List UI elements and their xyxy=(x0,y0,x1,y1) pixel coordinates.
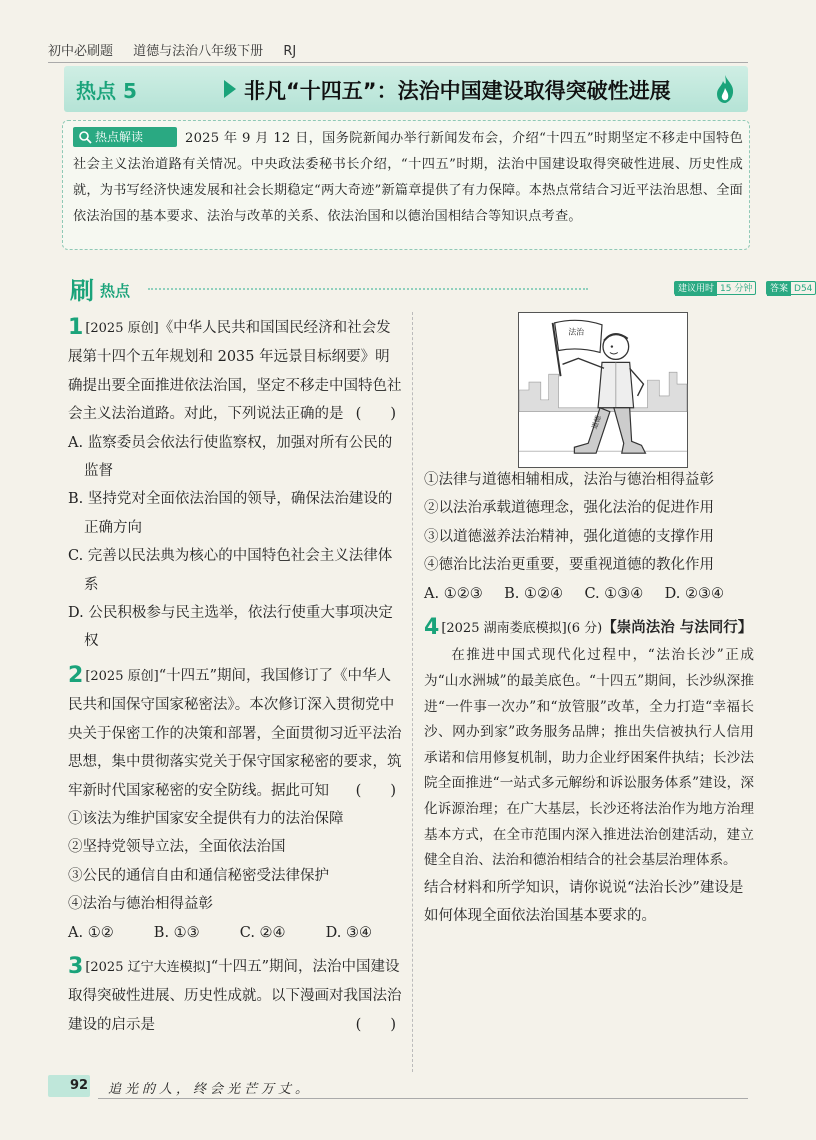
play-arrow-icon xyxy=(224,80,236,98)
page-footer xyxy=(48,1072,748,1102)
choice-d[interactable]: D. ②③④ xyxy=(664,585,724,602)
section-title-big: 刷 xyxy=(70,277,94,305)
footer-rule xyxy=(98,1098,748,1099)
question-2 xyxy=(68,662,402,947)
choice-b[interactable]: B. ①②④ xyxy=(504,585,563,602)
hotspot-banner xyxy=(64,66,748,112)
question-stem: 《中华人民共和国国民经济和社会发展第十四个五年规划和 2035 年远景目标纲要》明确提出要全面推进依法治国，坚定不移走中国特色社会主义法治道路。对此，下列说法正确的是 xyxy=(68,320,402,423)
statement-3: ③公民的通信自由和通信秘密受法律保护 xyxy=(68,867,329,884)
question-number: 1 xyxy=(68,315,84,340)
choice-row xyxy=(424,580,754,608)
choice-b[interactable]: B. ①③ xyxy=(153,924,200,941)
footer-motto: 追光的人，终会光芒万丈。 xyxy=(108,1082,313,1097)
section-title-small: 热点 xyxy=(100,282,131,300)
answer-blank[interactable]: ( ) xyxy=(355,1016,396,1033)
magnifier-icon xyxy=(78,130,92,144)
suggested-time-badge: 建议用时 15 分钟 xyxy=(674,281,756,295)
question-stem: “十四五”期间，我国修订了《中华人民共和国保守国家秘密法》。本次修订深入贯彻党中央关于保密工作的决策和部署，全面贯彻习近平法治思想，集中贯彻落实党关于保守国家秘密的要求，筑牢新时代国家秘密的安全防线。据此可知 xyxy=(68,667,402,799)
choice-c[interactable]: C. ②④ xyxy=(239,924,286,941)
statement-2: ②坚持党领导立法，全面依法治国 xyxy=(68,839,286,856)
option-d[interactable]: D. 公民积极参与民主选举，依法行使重大事项决定权 xyxy=(68,605,393,650)
header-rule xyxy=(48,62,748,63)
hotspot-title: 非凡“十四五”：法治中国建设取得突破性进展 xyxy=(244,79,671,103)
left-column xyxy=(68,314,402,1039)
choice-c[interactable]: C. ①③④ xyxy=(584,585,644,602)
choice-d[interactable]: D. ③④ xyxy=(325,924,372,941)
question-source: [2025 原创] xyxy=(85,321,159,336)
flame-icon xyxy=(714,74,736,104)
page-number: 92 xyxy=(70,1078,89,1093)
choice-a[interactable]: A. ①② xyxy=(68,924,114,941)
hotspot-tag: 热点 5 xyxy=(76,79,137,103)
answer-blank[interactable]: ( ) xyxy=(355,406,396,423)
subject-name: 道德与法治八年级下册 xyxy=(133,44,264,59)
statement-4: ④德治比法治更重要，要重视道德的教化作用 xyxy=(424,557,714,574)
material-text: 在推进中国式现代化过程中，“法治长沙”正成为“山水洲城”的最美底色。“十四五”期间，长沙纵深推进“一件事一次办”和“放管服”改革，全力打造“幸福长沙、网办到家”政务服务品牌；推出失信被执行人信用承诺和信用修复机制，助力企业纾困案件执结；长沙法院全面推进“一站式多元解纷和诉讼服务体系”建设，深化诉源治理；在广大基层，长沙还将法治作为地方治理基本方式，在全市范围内深入推进法治创建活动，建立健全自治、法治和德治相结合的社会基层治理体系。 xyxy=(424,647,754,869)
choice-row xyxy=(68,919,402,947)
question-4 xyxy=(424,614,754,930)
choice-a[interactable]: A. ①②③ xyxy=(424,585,483,602)
statement-1: ①法律与道德相辅相成，法治与德治相得益彰 xyxy=(424,472,714,488)
leg-label: 道德 xyxy=(590,414,603,431)
question-1 xyxy=(68,314,402,656)
statement-1: ①该法为维护国家安全提供有力的法治保障 xyxy=(68,810,344,827)
question-source: [2025 辽宁大连模拟] xyxy=(85,959,211,975)
right-column xyxy=(424,466,754,930)
option-a[interactable]: A. 监察委员会依法行使监察权，加强对所有公民的监督 xyxy=(68,434,393,480)
question-stem: “十四五”期间，法治中国建设取得突破性进展、历史性成就。以下漫画对我国法治建设的启示是 xyxy=(68,958,402,1033)
running-header xyxy=(48,40,748,62)
answer-blank[interactable]: ( ) xyxy=(355,782,396,799)
question-number: 2 xyxy=(68,662,84,688)
column-divider xyxy=(412,312,413,1072)
series-name: 初中必刷题 xyxy=(48,44,114,59)
hotspot-intro-box xyxy=(62,120,750,250)
intro-text: 2025 年 9 月 12 日，国务院新闻办举行新闻发布会，介绍“十四五”时期坚定不移走中国特色社会主义法治道路有关情况。中央政法委秘书长介绍，“十四五”时期，法治中国建设取得突破性进展、历史性成就，为书写经济快速发展和社会长期稳定“两大奇迹”新篇章提供了有力保障。本热点常结合习近平法治思想、全面依法治国的基本要求、法治与改革的关系、依法治国和以德治国相结合等知识点考查。 xyxy=(73,131,743,224)
flag-label-1: 法治 xyxy=(568,327,585,337)
question-3 xyxy=(68,953,402,1039)
question-number: 3 xyxy=(68,953,84,979)
edition-code: RJ xyxy=(283,44,297,59)
answer-page-badge: 答案 D54 xyxy=(766,281,816,295)
statement-4: ④法治与德治相得益彰 xyxy=(68,896,213,913)
question-ask: 结合材料和所学知识，请你说说“法治长沙”建设是如何体现全面依法治国基本要求的。 xyxy=(424,879,744,924)
section-header xyxy=(70,275,813,305)
intro-label: 热点解读 xyxy=(73,127,177,147)
question-source: [2025 原创] xyxy=(85,668,159,684)
question-score: (6 分) xyxy=(566,621,603,637)
question-topic: 【崇尚法治 与法同行】 xyxy=(602,620,753,637)
question-number: 4 xyxy=(424,615,440,641)
option-c[interactable]: C. 完善以民法典为核心的中国特色社会主义法律体系 xyxy=(68,548,393,593)
option-b[interactable]: B. 坚持党对全面依法治国的领导，确保法治建设的正确方向 xyxy=(68,491,393,536)
cartoon-illustration xyxy=(518,312,688,468)
statement-2: ②以法治承载道德理念，强化法治的促进作用 xyxy=(424,500,714,517)
section-divider xyxy=(148,288,588,290)
question-source: [2025 湖南娄底模拟] xyxy=(441,621,567,637)
statement-3: ③以道德滋养法治精神，强化道德的支撑作用 xyxy=(424,528,714,545)
